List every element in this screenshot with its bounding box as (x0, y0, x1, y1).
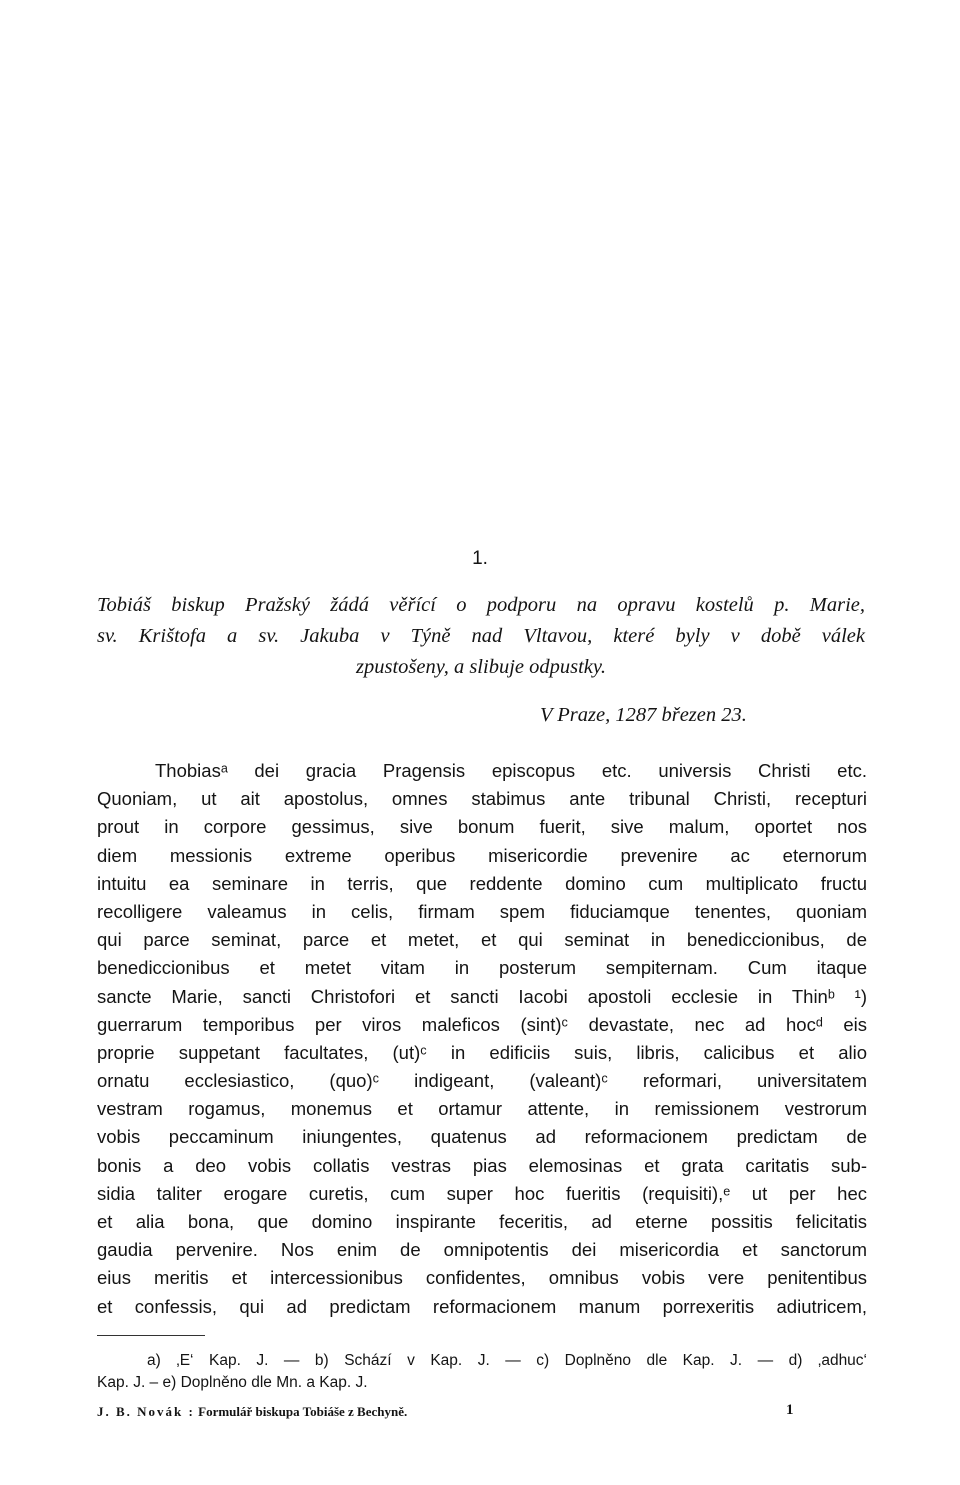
body-line: vobis peccaminum iniungentes, quatenus ad reformacionem predictam de (97, 1126, 867, 1148)
document-number: 1. (472, 548, 488, 569)
body-line: bonis a deo vobis collatis vestras pias elemosinas et grata caritatis sub- (97, 1154, 867, 1176)
body-line: proprie suppetant facultates, (ut)ᶜ in edificiis suis, libris, calicibus et alio (97, 1041, 867, 1063)
body-line: guerrarum temporibus per viros maleficos (sint)ᶜ devastate, nec ad hocᵈ eis (97, 1013, 867, 1035)
body-line: ornatu ecclesiastico, (quo)ᶜ indigeant, (valeant)ᶜ reformari, universitatem (97, 1070, 867, 1092)
body-line: intuitu ea seminare in terris, que reddente domino cum multiplicato fructu (97, 872, 867, 894)
body-line: eius meritis et intercessionibus confidentes, omnibus vobis vere penitentibus (97, 1267, 867, 1289)
footer-author: J. B. Novák : (97, 1404, 195, 1419)
body-line: Thobiasᵃ dei gracia Pragensis episcopus etc. universis Christi etc. (155, 760, 867, 781)
body-line: sancte Marie, sancti Christofori et sancti Iacobi apostoli ecclesie in Thinᵇ ¹) (97, 985, 867, 1007)
footnote-line: a) ‚E‘ Kap. J. — b) Schází v Kap. J. — c) Doplněno dle Kap. J. — d) ‚adhuc‘ (147, 1352, 867, 1369)
body-line: recolligere valeamus in celis, firmam spem fiduciamque tenentes, quoniam (97, 900, 867, 922)
footer-title: Formulář biskupa Tobiáše z Bechyně. (198, 1404, 408, 1419)
body-line: benediccionibus et metet vitam in posterum sempiternam. Cum itaque (97, 957, 867, 979)
document-heading (97, 590, 865, 683)
document-date: V Praze, 1287 březen 23. (540, 704, 747, 726)
body-line: sidia taliter erogare curetis, cum super hoc fueritis (requisiti),ᵉ ut per hec (97, 1182, 867, 1204)
body-line: gaudia pervenire. Nos enim de omnipotentis dei misericordia et sanctorum (97, 1239, 867, 1261)
heading-line: Tobiáš biskup Pražský žádá věřící o podporu na opravu kostelů p. Marie, (97, 594, 865, 616)
page-footer (97, 1404, 797, 1420)
document-body (97, 757, 867, 1321)
body-line: Quoniam, ut ait apostolus, omnes stabimus ante tribunal Christi, recepturi (97, 788, 867, 810)
body-line: prout in corpore gessimus, sive bonum fuerit, sive malum, oportet nos (97, 816, 867, 838)
footnotes (97, 1350, 867, 1393)
footnote-line: Kap. J. – e) Doplněno dle Mn. a Kap. J. (97, 1373, 368, 1391)
page-number: 1 (786, 1402, 794, 1418)
body-line: vestram rogamus, monemus et ortamur attente, in remissionem vestrorum (97, 1098, 867, 1120)
body-line: diem messionis extreme operibus misericordie prevenire ac eternorum (97, 844, 867, 866)
heading-line: zpustošeny, a slibuje odpustky. (356, 656, 606, 678)
body-line: qui parce seminat, parce et metet, et qui seminat in benediccionibus, de (97, 929, 867, 951)
body-line: et alia bona, que domino inspirante feceritis, ad eterne possitis felicitatis (97, 1211, 867, 1232)
footnote-divider (97, 1335, 205, 1336)
heading-line: sv. Krištofa a sv. Jakuba v Týně nad Vltavou, které byly v době válek (97, 625, 865, 647)
body-line: et confessis, qui ad predictam reformacionem manum porrexeritis adiutricem, (97, 1295, 867, 1317)
